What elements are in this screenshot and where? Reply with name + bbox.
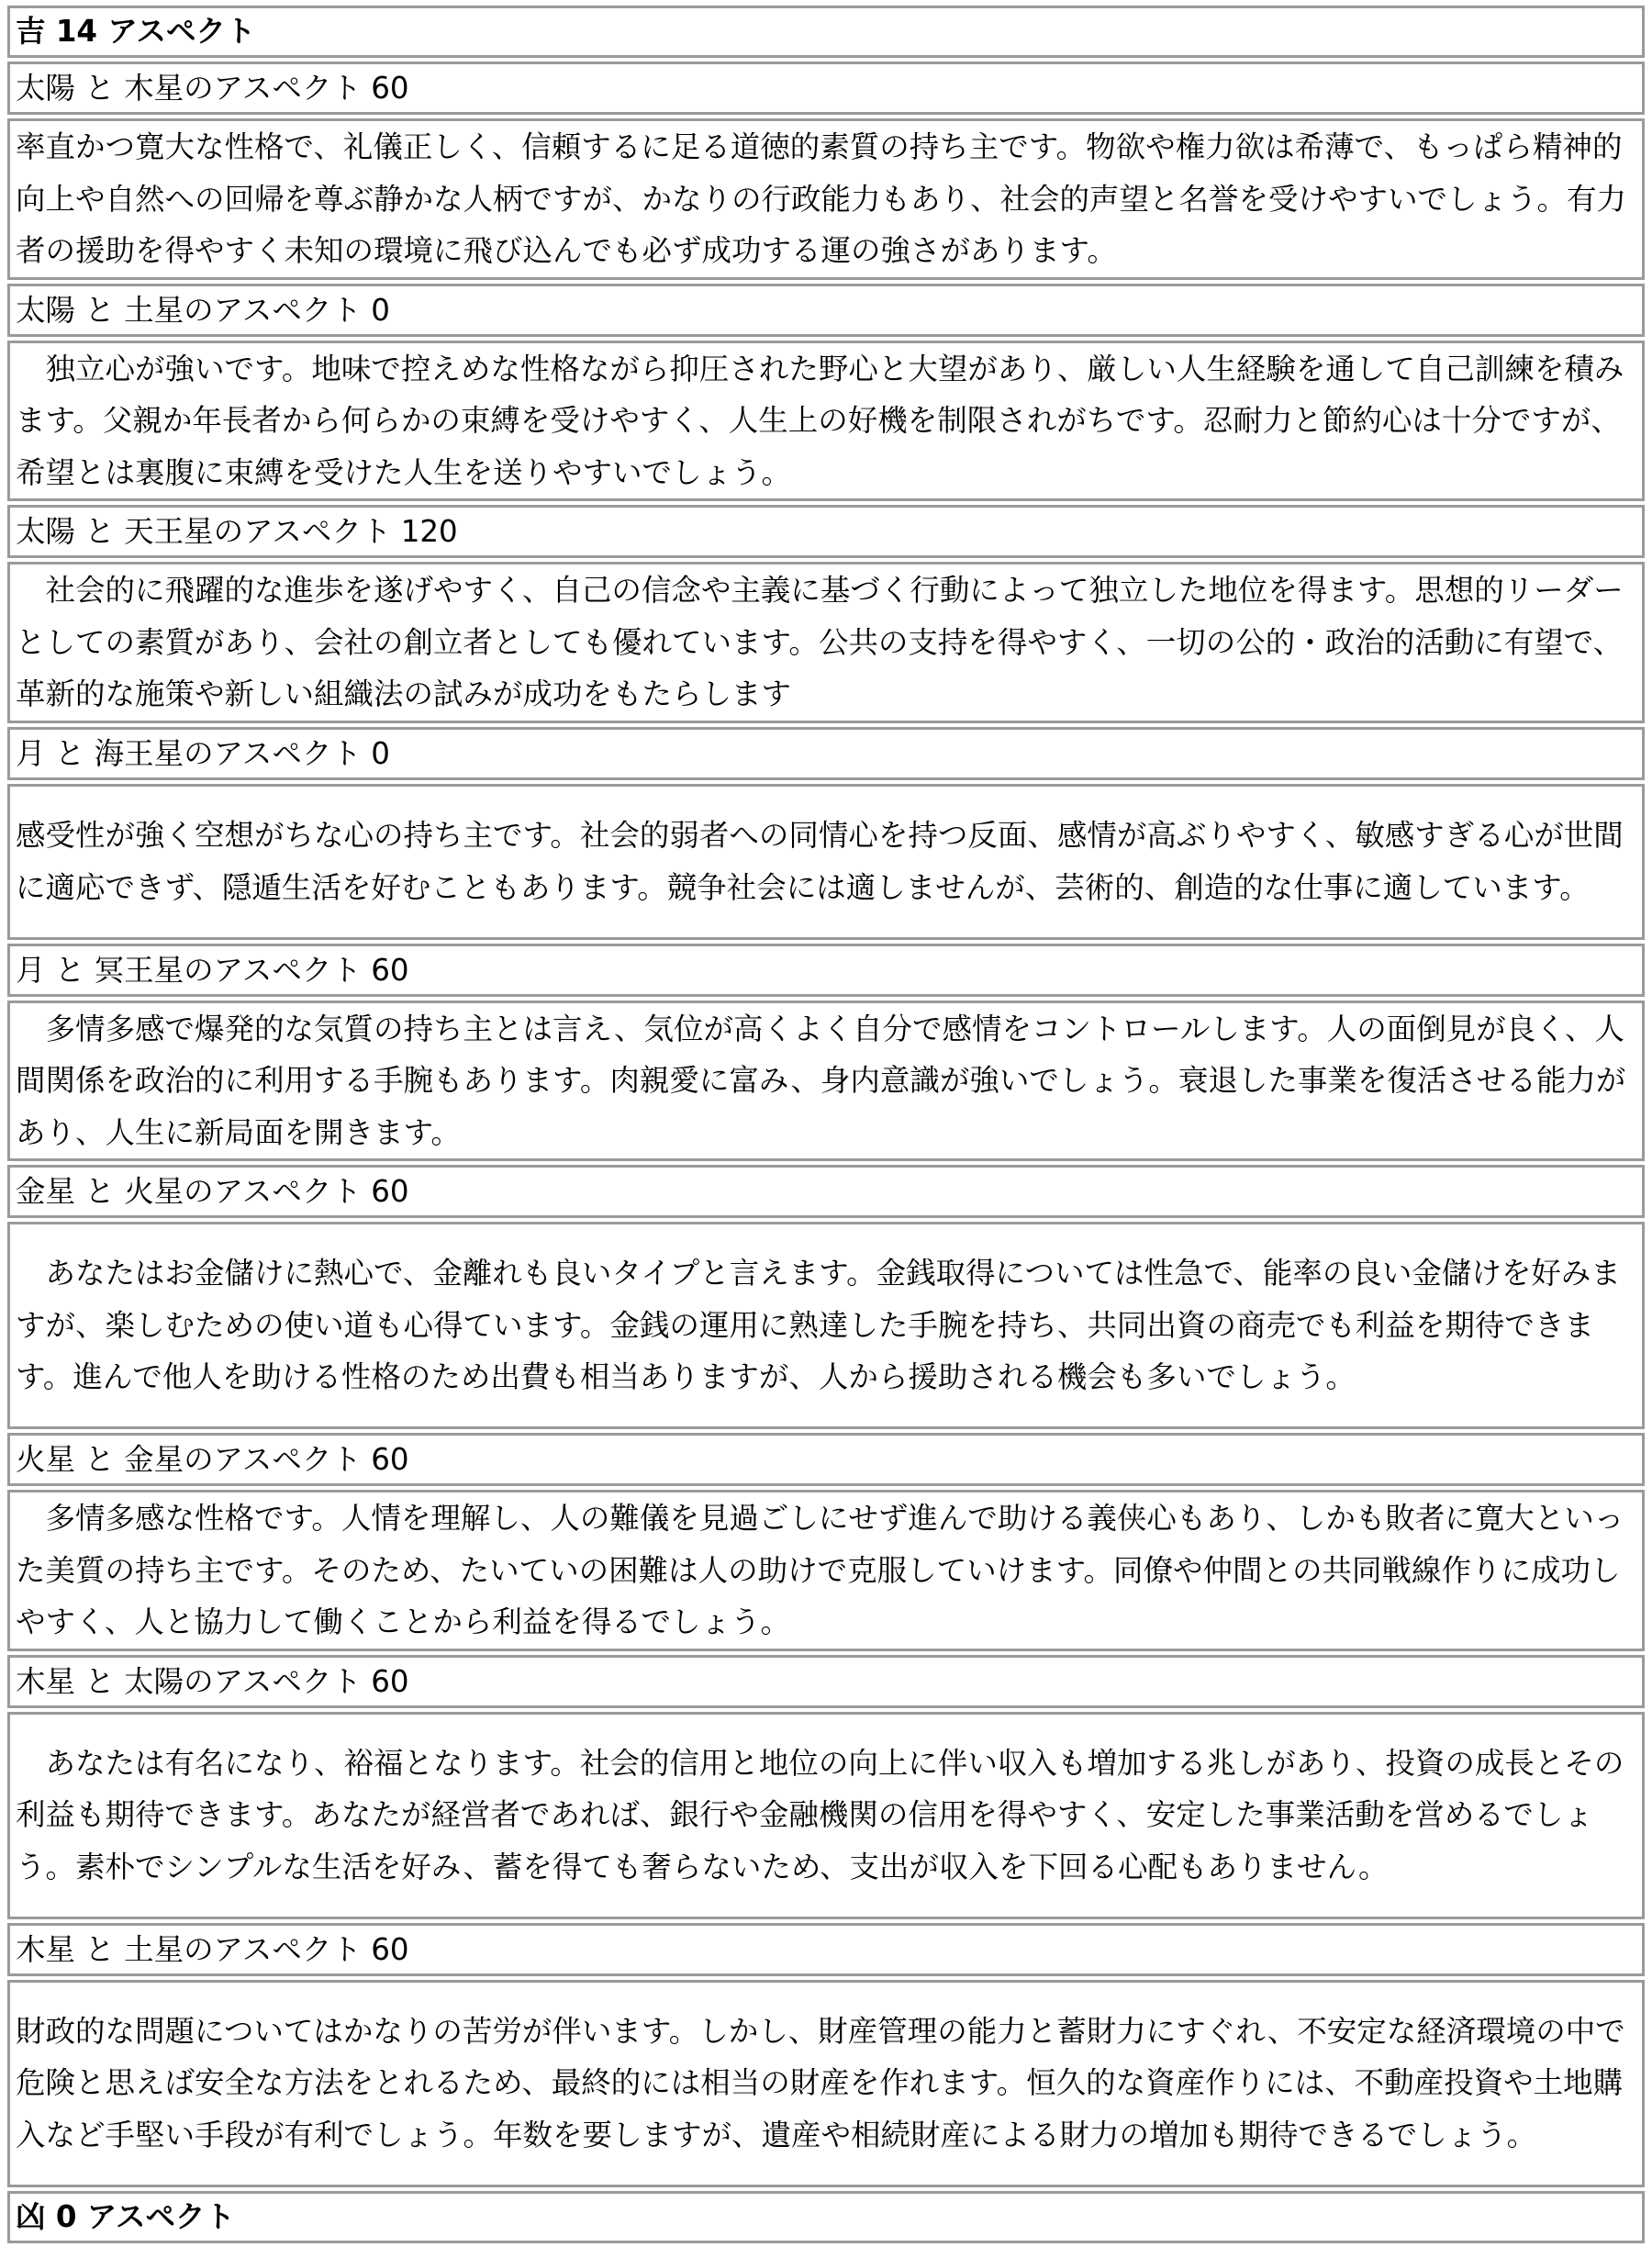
aspect-title-row xyxy=(7,284,1645,337)
aspect-description-row xyxy=(7,562,1645,723)
aspect-title-row xyxy=(7,944,1645,997)
aspect-description-row xyxy=(7,1712,1645,1919)
aspect-title-row xyxy=(7,505,1645,558)
aspect-description: 財政的な問題についてはかなりの苦労が伴います。しかし、財産管理の能力と蓄財力にすぐれ、不安定な経済環境の中で危険と思えば安全な方法をとれるため、最終的には相当の財産を作れます。恒久的な資産作りには、不動産投資や土地購入など手堅い手段が有利でしょう。年数を要しますが、遺産や相続財産による財力の増加も期待できるでしょう。 xyxy=(7,1980,1645,2187)
aspect-title-row xyxy=(7,1923,1645,1976)
good-aspects-header-row xyxy=(7,6,1645,58)
aspect-title: 月 と 海王星のアスペクト 0 xyxy=(7,727,1645,780)
aspect-title: 太陽 と 木星のアスペクト 60 xyxy=(7,61,1645,115)
aspect-description: あなたはお金儲けに熱心で、金離れも良いタイプと言えます。金銭取得については性急で、能率の良い金儲けを好みますが、楽しむための使い道も心得ています。金銭の運用に熟達した手腕を持ち、共同出資の商売でも利益を期待できます。進んで他人を助ける性格のため出費も相当ありますが、人から援助される機会も多いでしょう。 xyxy=(7,1222,1645,1429)
aspect-description: 多情多感な性格です。人情を理解し、人の難儀を見過ごしにせず進んで助ける義侠心もあり、しかも敗者に寛大といった美質の持ち主です。そのため、たいていの困難は人の助けで克服していけます。同僚や仲間との共同戦線作りに成功しやすく、人と協力して働くことから利益を得るでしょう。 xyxy=(7,1490,1645,1651)
aspect-title: 木星 と 土星のアスペクト 60 xyxy=(7,1923,1645,1976)
aspect-description-row xyxy=(7,1222,1645,1429)
aspect-title: 月 と 冥王星のアスペクト 60 xyxy=(7,944,1645,997)
aspect-description: 感受性が強く空想がちな心の持ち主です。社会的弱者への同情心を持つ反面、感情が高ぶりやすく、敏感すぎる心が世間に適応できず、隠遁生活を好むこともあります。競争社会には適しませんが、芸術的、創造的な仕事に適しています。 xyxy=(7,784,1645,940)
aspect-description-row xyxy=(7,1980,1645,2187)
aspect-description-row xyxy=(7,784,1645,940)
aspect-description-row xyxy=(7,1490,1645,1651)
aspect-description: あなたは有名になり、裕福となります。社会的信用と地位の向上に伴い収入も増加する兆しがあり、投資の成長とその利益も期待できます。あなたが経営者であれば、銀行や金融機関の信用を得やすく、安定した事業活動を営めるでしょう。素朴でシンプルな生活を好み、蓄を得ても奢らないため、支出が収入を下回る心配もありません。 xyxy=(7,1712,1645,1919)
aspect-title: 火星 と 金星のアスペクト 60 xyxy=(7,1433,1645,1486)
good-aspects-heading: 吉 14 アスペクト xyxy=(7,6,1645,58)
aspect-table xyxy=(7,2,1645,2247)
aspect-title-row xyxy=(7,61,1645,115)
aspect-description-row xyxy=(7,341,1645,502)
aspect-description: 独立心が強いです。地味で控えめな性格ながら抑圧された野心と大望があり、厳しい人生経験を通して自己訓練を積みます。父親か年長者から何らかの束縛を受けやすく、人生上の好機を制限されがちです。忍耐力と節約心は十分ですが、希望とは裏腹に束縛を受けた人生を送りやすいでしょう。 xyxy=(7,341,1645,502)
aspect-title: 太陽 と 土星のアスペクト 0 xyxy=(7,284,1645,337)
bad-aspects-heading: 凶 0 アスペクト xyxy=(7,2191,1645,2243)
aspect-description: 率直かつ寛大な性格で、礼儀正しく、信頼するに足る道徳的素質の持ち主です。物欲や権力欲は希薄で、もっぱら精神的向上や自然への回帰を尊ぶ静かな人柄ですが、かなりの行政能力もあり、社会的声望と名誉を受けやすいでしょう。有力者の援助を得やすく未知の環境に飛び込んでも必ず成功する運の強さがあります。 xyxy=(7,118,1645,280)
aspect-title-row xyxy=(7,1165,1645,1218)
aspect-description: 社会的に飛躍的な進歩を遂げやすく、自己の信念や主義に基づく行動によって独立した地位を得ます。思想的リーダーとしての素質があり、会社の創立者としても優れています。公共の支持を得やすく、一切の公的・政治的活動に有望で、革新的な施策や新しい組織法の試みが成功をもたらします xyxy=(7,562,1645,723)
aspect-description: 多情多感で爆発的な気質の持ち主とは言え、気位が高くよく自分で感情をコントロールします。人の面倒見が良く、人間関係を政治的に利用する手腕もあります。肉親愛に富み、身内意識が強いでしょう。衰退した事業を復活させる能力があり、人生に新局面を開きます。 xyxy=(7,1001,1645,1162)
bad-aspects-header-row xyxy=(7,2191,1645,2243)
aspect-title-row xyxy=(7,1433,1645,1486)
aspect-description-row xyxy=(7,118,1645,280)
aspect-title: 木星 と 太陽のアスペクト 60 xyxy=(7,1655,1645,1708)
aspect-title-row xyxy=(7,727,1645,780)
aspect-description-row xyxy=(7,1001,1645,1162)
aspect-title-row xyxy=(7,1655,1645,1708)
aspect-title: 太陽 と 天王星のアスペクト 120 xyxy=(7,505,1645,558)
aspect-title: 金星 と 火星のアスペクト 60 xyxy=(7,1165,1645,1218)
